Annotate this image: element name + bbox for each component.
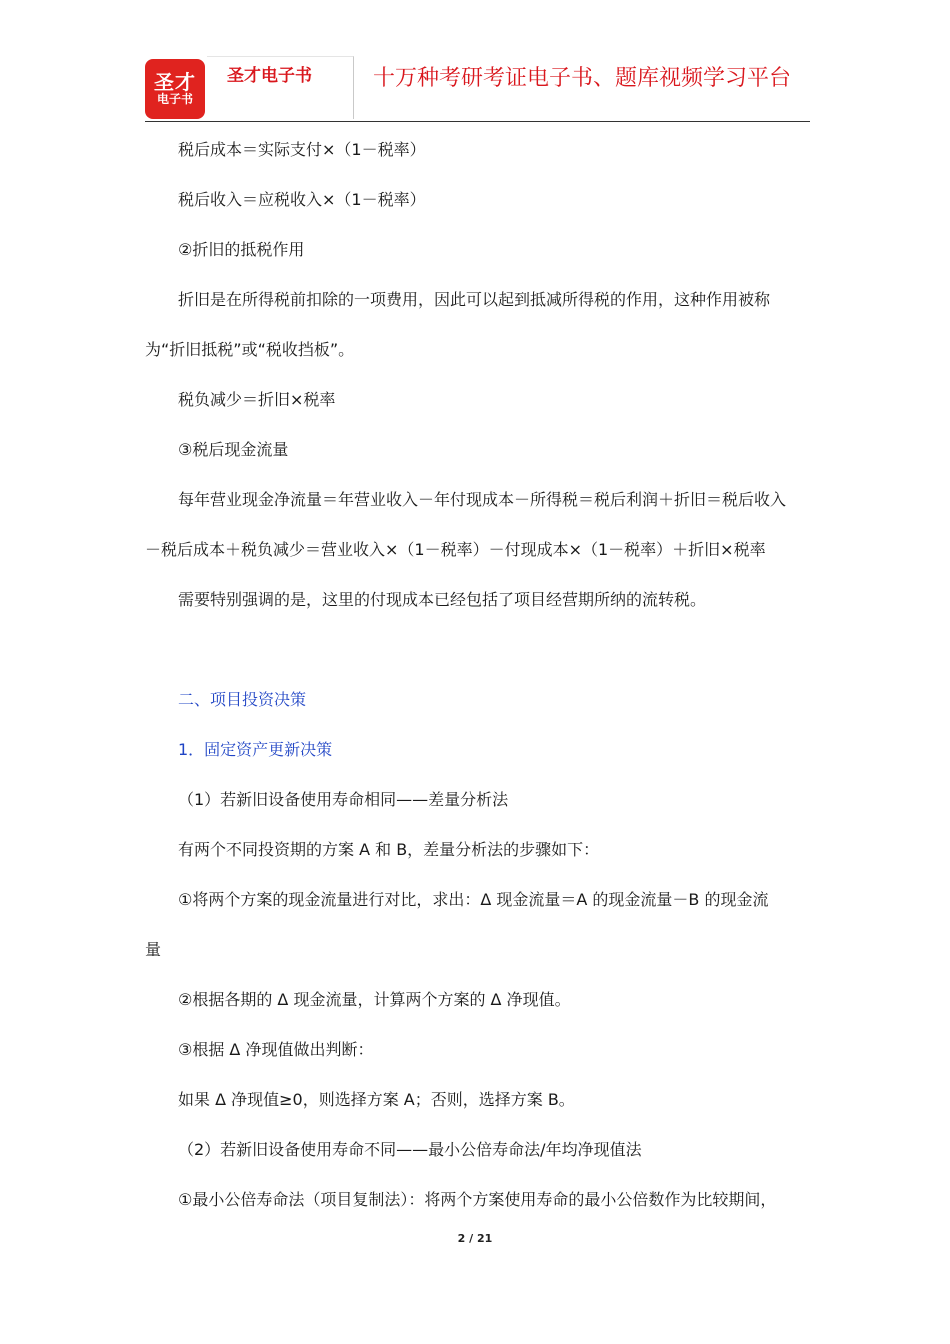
shengcai-logo-icon	[145, 59, 205, 119]
text-line: ②根据各期的 Δ 现金流量，计算两个方案的 Δ 净现值。	[178, 990, 571, 1009]
text-line: （2）若新旧设备使用寿命不同——最小公倍寿命法/年均净现值法	[178, 1140, 642, 1159]
section-heading: 二、项目投资决策	[178, 690, 307, 709]
page-header	[145, 56, 810, 122]
text-line: 量	[145, 940, 162, 959]
brand-name: 圣才电子书	[227, 66, 312, 86]
text-line: ③根据 Δ 净现值做出判断：	[178, 1040, 374, 1059]
text-line: 税后收入＝应税收入×（1－税率）	[178, 190, 426, 209]
page-number: 2 / 21	[457, 1232, 493, 1245]
text-line: 税后成本＝实际支付×（1－税率）	[178, 140, 426, 159]
document-body	[145, 125, 810, 1225]
text-line: ③税后现金流量	[178, 440, 289, 459]
text-line: 需要特别强调的是，这里的付现成本已经包括了项目经营期所纳的流转税。	[178, 590, 707, 609]
text-line: （1）若新旧设备使用寿命相同——差量分析法	[178, 790, 509, 809]
text-line: 税负减少＝折旧×税率	[178, 390, 336, 409]
text-line: 如果 Δ 净现值≥0，则选择方案 A；否则，选择方案 B。	[178, 1090, 575, 1109]
text-line: 有两个不同投资期的方案 A 和 B，差量分析法的步骤如下：	[178, 840, 600, 859]
text-line: ①将两个方案的现金流量进行对比，求出：Δ 现金流量＝A 的现金流量－B 的现金流	[178, 890, 769, 909]
subsection-heading: 1．固定资产更新决策	[178, 740, 333, 759]
logo-line2: 电子书	[156, 92, 193, 107]
logo-line1: 圣才	[154, 70, 196, 95]
text-line: －税后成本＋税负减少＝营业收入×（1－税率）－付现成本×（1－税率）＋折旧×税率	[145, 540, 766, 559]
text-line: 每年营业现金净流量＝年营业收入－年付现成本－所得税＝税后利润＋折旧＝税后收入	[178, 490, 787, 509]
text-line: ②折旧的抵税作用	[178, 240, 305, 259]
text-line: ①最小公倍寿命法（项目复制法）：将两个方案使用寿命的最小公倍数作为比较期间，	[178, 1190, 777, 1209]
text-line: 为“折旧抵税”或“税收挡板”。	[145, 340, 355, 359]
header-slogan: 十万种考研考证电子书、题库视频学习平台	[373, 66, 792, 91]
blank-line	[145, 625, 810, 675]
text-line: 折旧是在所得税前扣除的一项费用，因此可以起到抵减所得税的作用，这种作用被称	[178, 290, 771, 309]
header-rule	[145, 121, 810, 122]
